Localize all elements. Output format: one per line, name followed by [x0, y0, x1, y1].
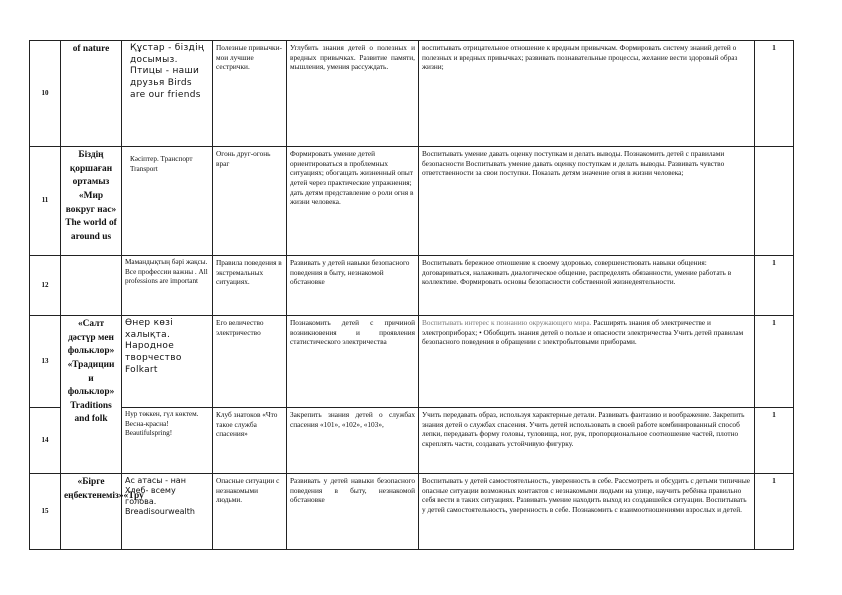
goals-text: Воспитывать у детей самостоятельность, уверенность в себе. Рассмотреть и обсудить с детьми типичные опасные ситуации возможных контактов с незнакомыми людьми на улице, научить ребёнка правильно себя вести в таких ситуациях. Развивать умение находить выход из создавшейся ситуации. Воспитывать у детей самостоятельность, уверенность в себе. Познакомить с взаимоотношениями взрослых и детей.: [422, 476, 750, 514]
table-row: [30, 474, 794, 550]
table-row: [30, 41, 794, 147]
game-cell: Опасные ситуации с незнакомыми людьми.: [213, 474, 287, 550]
goals-cell: [419, 408, 755, 474]
theme-cell: «Бірге еңбектенеміз»«Тру: [61, 474, 122, 550]
hours-cell: [755, 147, 794, 256]
table-row: [30, 256, 794, 316]
table-row: [30, 316, 794, 408]
goals-text: Воспитывать умение давать оценку поступкам и делать выводы. Познакомить детей с правилами безопасности Воспитывать умение давать оценку поступкам и делать выводы. Развивать чувство ответственности за свои поступки. Показать детям значение огня в жизни человека;: [422, 149, 725, 178]
theme-cell: Біздің қоршаған ортамыз «Мир вокруг нас» The world of around us: [61, 147, 122, 256]
subtopic-cell: Кәсіптер. Транспорт Transport: [122, 147, 213, 256]
table-row: [30, 147, 794, 256]
table-row: [30, 408, 794, 474]
goals-cell: [419, 147, 755, 256]
row-number: 13: [30, 316, 61, 408]
tasks-cell: Развивать у детей навыки безопасного поведения в быту, незнакомой обстановке: [287, 474, 419, 550]
tasks-cell: Познакомить детей с причиной возникновения и проявления статистического электричества: [287, 316, 419, 408]
tasks-cell: Формировать умение детей ориентироваться в проблемных ситуациях; обогащать жизненный опыт детей через практические упражнения; дать детям представление о роли огня в жизни человека.: [287, 147, 419, 256]
goals-grey-text: Воспитывать интерес к познанию окружающего мира.: [422, 318, 592, 327]
lesson-plan-table: [29, 40, 794, 550]
theme-cell: «Салт дәстүр мен фольклор» «Традиции и фольклор» Traditions and folk: [61, 316, 122, 474]
hours-cell: 1: [755, 41, 794, 147]
game-cell: Полезные привычки- мои лучшие сестрички.: [213, 41, 287, 147]
subtopic-cell: Ас атасы - нан Хлеб- всему голова. Breadisourwealth: [122, 474, 213, 550]
row-number: 10: [30, 41, 61, 147]
goals-cell: [419, 256, 755, 316]
subtopic-cell: Құстар - біздің досымыз. Птицы - наши друзья Birds are our friends: [122, 41, 213, 147]
goals-text: Учить передавать образ, используя характерные детали. Развивать фантазию и воображение. Закрепить знания детей о службах спасения. Учить детей использовать в своей работе комбинированный способ лепки, передавать форму головы, туловища, ног, рук, пропорциональное соотношение частей, плотно скреплять части, создавать устойчивую фигурку.: [422, 410, 745, 448]
row-number: 15: [30, 474, 61, 550]
game-cell: Огонь друг-огонь враг: [213, 147, 287, 256]
theme-cell: of nature: [61, 41, 122, 147]
hours-cell: 1: [755, 256, 794, 316]
goals-cell: [419, 474, 755, 550]
goals-cell: [419, 41, 755, 147]
goals-text: Воспитывать бережное отношение к своему здоровью, совершенствовать навыки общения: договариваться, налаживать диалогическое общение, распределять обязанности, умение работать в коллективе. Формировать основы безопасности собственной жизнедеятельности.: [422, 258, 732, 287]
tasks-cell: Развивать у детей навыки безопасного поведения в быту, незнакомой обстановке: [287, 256, 419, 316]
row-number: 14: [30, 408, 61, 474]
game-cell: Правила поведения в экстремальных ситуациях.: [213, 256, 287, 316]
hours-cell: 1: [755, 474, 794, 550]
goals-text: Расширять знания об электричестве и электроприборах; • Обобщить знания детей о пользе и опасности электричества Учить детей правилам безопасного поведения в обращении с электробытовыми приборами.: [422, 318, 744, 347]
tasks-cell: Закрепить знания детей о службах спасения «101», «102», «103»,: [287, 408, 419, 474]
subtopic-cell: Мамандықтың бәрі жақсы. Все профессии важны . All professions are important: [122, 256, 213, 316]
subtopic-cell: Нур төккен, гүл көктем. Весна-красна! Beautifulspring!: [122, 408, 213, 474]
subtopic-cell: Өнер көзі халықта. Народное творчество Folkart: [122, 316, 213, 408]
game-cell: Его величество электричество: [213, 316, 287, 408]
game-cell: Клуб знатоков «Что такое служба спасения»: [213, 408, 287, 474]
goals-cell: [419, 316, 755, 408]
row-number: 12: [30, 256, 61, 316]
hours-cell: 1: [755, 316, 794, 408]
theme-cell: [61, 256, 122, 316]
row-number: 11: [30, 147, 61, 256]
goals-text: воспитывать отрицательное отношение к вредным привычкам. Формировать систему знаний детей о полезных и вредных привычках; развивать познавательные процессы, желание вести здоровый образ жизни;: [422, 43, 738, 72]
hours-cell: 1: [755, 408, 794, 474]
tasks-cell: Углубить знания детей о полезных и вредных привычках. Развитие памяти, мышления, умения рассуждать.: [287, 41, 419, 147]
